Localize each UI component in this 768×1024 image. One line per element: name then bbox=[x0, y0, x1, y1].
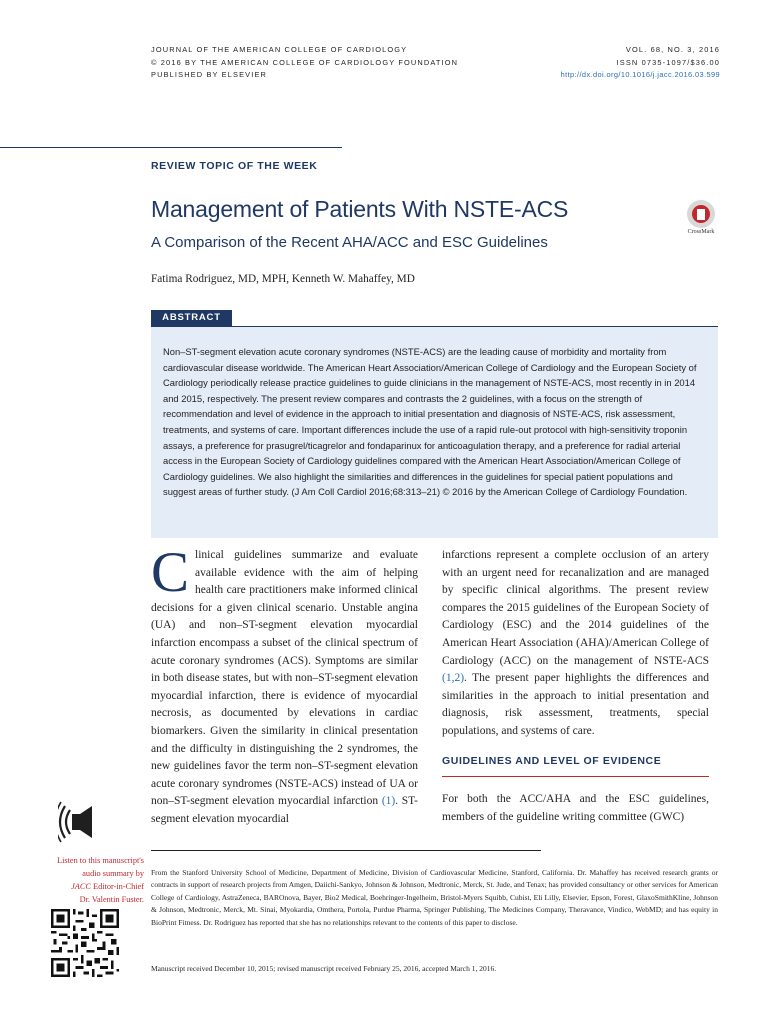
audio-line-3 bbox=[34, 880, 144, 893]
publisher-line: PUBLISHED BY ELSEVIER bbox=[151, 70, 268, 79]
journal-header bbox=[151, 44, 458, 82]
body-column-left bbox=[151, 541, 418, 829]
citation-link[interactable]: (1,2) bbox=[442, 672, 465, 685]
top-divider bbox=[0, 147, 342, 148]
editor-title: Editor-in-Chief bbox=[90, 882, 144, 891]
author-list: Fatima Rodriguez, MD, MPH, Kenneth W. Mahaffey, MD bbox=[151, 273, 415, 285]
abstract-label: ABSTRACT bbox=[151, 310, 232, 326]
crossmark-icon bbox=[687, 200, 715, 228]
manuscript-dates: Manuscript received December 10, 2015; revised manuscript received February 25, 2016, accepted March 1, 2016. bbox=[151, 964, 497, 973]
doi-link[interactable]: http://dx.doi.org/10.1016/j.jacc.2016.03.599 bbox=[560, 70, 720, 79]
affiliation-footnote: From the Stanford University School of Medicine, Department of Medicine, Division of Cardiovascular Medicine, Stanford, California. Dr. Mahaffey has received research grants or contracts in support of research projects from Amgen, Daiichi-Sankyo, Johnson & Johnson, Medtronic, Merck, St. Jude, and Tenax; has provided consultancy or other services for American College of Cardiology, AstraZeneca, BAROnova, Bayer, Bio2 Medical, Boehringer-Ingelheim, Bristol-Myers Squibb, Cubist, Eli Lilly, Elsevier, Epson, Forest, GlaxoSmithKline, Johnson & Johnson, Medtronic, Merck, Mt. Sinai, Myokardia, Omthera, Portola, Purdue Pharma, Springer Publishing, The Medicines Company, Theravance, Vindico, WebMD; and has equity in BioPrint Fitness. Dr. Rodriguez has reported that she has no relationships relevant to the contents of this paper to disclose. bbox=[151, 868, 718, 927]
section-paragraph: For both the ACC/AHA and the ESC guidelines, members of the guideline writing committee (GWC) bbox=[442, 793, 709, 823]
citation-link[interactable]: (1) bbox=[381, 795, 396, 808]
audio-line-1: Listen to this manuscript's bbox=[57, 856, 144, 865]
intro-text: linical guidelines summarize and evaluate available evidence with the aim of helping health care practitioners make informed clinical decisions for a given clinical scenario. Unstable angina (UA) and non–ST-segment elevation myocardial infarction encompass a subset of the clinical spectrum of acute coronary syndromes (ACS). Symptoms are similar in both disease states, but with non–ST-segment elevation myocardial infarction, there is evidence of myocardial necrosis, as documented by elevations in cardiac biomarkers. Given the similarity in clinical presentation and the difficulty in distinguishing the 2 syndromes, the new guidelines favor the term non–ST-segment elevation acute coronary syndromes (NSTE-ACS) instead of UA or non–ST-segment elevation myocardial infarction bbox=[151, 549, 418, 808]
intro-tail: . ST-segment elevation myocardial bbox=[151, 795, 418, 825]
footnote-divider bbox=[151, 850, 541, 851]
volume-line: VOL. 68, NO. 3, 2016 bbox=[625, 45, 720, 54]
speaker-icon[interactable] bbox=[58, 798, 110, 846]
crossmark-label: CrossMark bbox=[687, 229, 715, 235]
issn-line: ISSN 0735-1097/$36.00 bbox=[616, 57, 720, 67]
continued-text: infarctions represent a complete occlusion of an artery with an urgent need for recanalization and are managed by specific clinical algorithms. The present review compares the 2015 guidelines of the European Society of Cardiology (ESC) and the 2014 guidelines of the American Heart Association (AHA)/American College of Cardiology (ACC) on the management of NSTE-ACS bbox=[442, 549, 709, 667]
article-subtitle: A Comparison of the Recent AHA/ACC and ESC Guidelines bbox=[151, 234, 548, 251]
continued-paragraph bbox=[442, 547, 709, 741]
audio-line-4: Dr. Valentin Fuster. bbox=[79, 895, 144, 904]
article-title: Management of Patients With NSTE-ACS bbox=[151, 196, 569, 222]
drop-cap: C bbox=[151, 541, 190, 604]
journal-name: JOURNAL OF THE AMERICAN COLLEGE OF CARDIOLOGY bbox=[151, 45, 408, 54]
journal-abbrev: JACC bbox=[71, 882, 91, 891]
article-category: REVIEW TOPIC OF THE WEEK bbox=[151, 160, 318, 172]
audio-line-2: audio summary by bbox=[82, 869, 144, 878]
continued-tail: . The present paper highlights the differences and similarities in the approach to initial presentation and diagnosis, risk assessment, treatments, special populations, and systems of care. bbox=[442, 672, 709, 737]
intro-paragraph bbox=[151, 541, 418, 829]
body-column-right bbox=[442, 547, 709, 826]
qr-code-icon[interactable] bbox=[51, 909, 119, 977]
issue-info bbox=[561, 44, 720, 82]
crossmark-badge[interactable] bbox=[684, 200, 718, 235]
abstract-text: Non–ST-segment elevation acute coronary syndromes (NSTE-ACS) are the leading cause of morbidity and mortality from cardiovascular disease worldwide. The American Heart Association/American College of Cardiology and the European Society of Cardiology periodically release practice guidelines to guide clinicians in the management of NSTE-ACS, most recently in in 2014 and 2015, respectively. The present review compares and contrasts the 2 guidelines, with a focus on the strength of recommendation and level of evidence in the approach to initial presentation and diagnosis of NSTE-ACS, risk assessment, treatments, and systems of care. Important differences include the use of a rapid rule-out protocol with high-sensitivity troponin assays, a preference for prasugrel/ticagrelor and fondaparinux for anticoagulation therapy, and a preference for radial arterial access in the European Society of Cardiology guidelines compared with the American Heart Association/American College of Cardiology guidelines. We also highlight the similarities and differences in the guidelines for special patient populations and suggest areas of further study. (J Am Coll Cardiol 2016;68:313–21) © 2016 by the American College of Cardiology Foundation. bbox=[163, 346, 697, 498]
section-heading: GUIDELINES AND LEVEL OF EVIDENCE bbox=[442, 753, 709, 778]
copyright-line: © 2016 BY THE AMERICAN COLLEGE OF CARDIOLOGY FOUNDATION bbox=[151, 57, 459, 67]
audio-summary-note[interactable] bbox=[34, 854, 144, 906]
